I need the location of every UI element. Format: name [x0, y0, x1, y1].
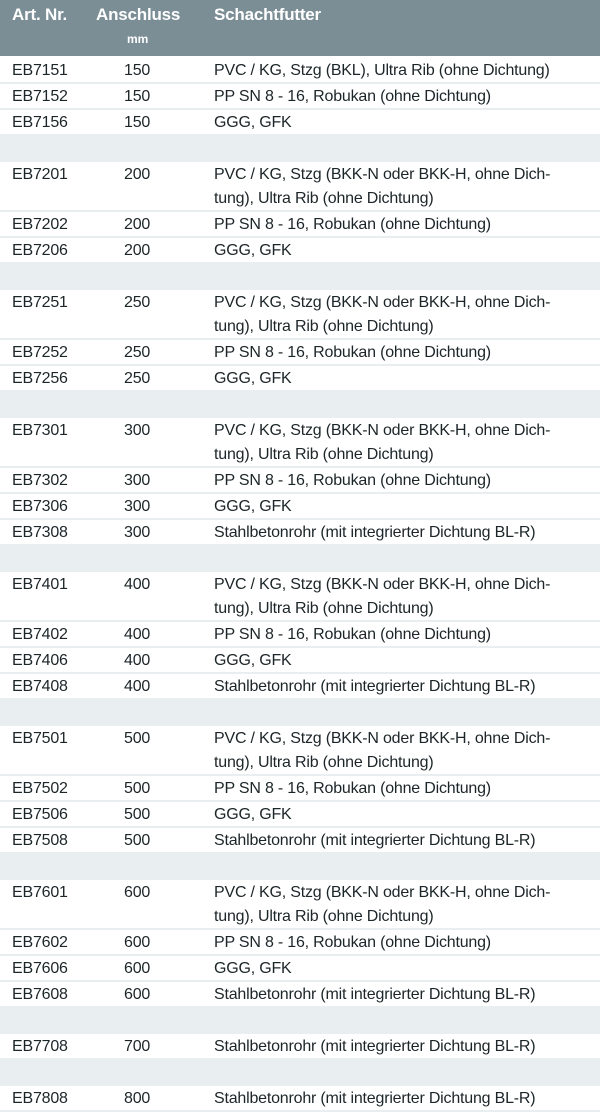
cell-art-nr: EB7508 [12, 832, 68, 849]
cell-schachtfutter: PVC / KG, Stzg (BKL), Ultra Rib (ohne Dichtung) [214, 62, 550, 79]
cell-anschluss: 500 [124, 730, 151, 747]
table-row [0, 84, 600, 110]
table-row [0, 982, 600, 1008]
cell-anschluss: 300 [124, 498, 151, 515]
cell-anschluss: 300 [124, 472, 151, 489]
cell-anschluss: 150 [124, 114, 151, 131]
cell-art-nr: EB7808 [12, 1090, 68, 1107]
cell-art-nr: EB7202 [12, 216, 68, 233]
table-row [0, 58, 600, 84]
table-row [0, 828, 600, 854]
cell-art-nr: EB7606 [12, 960, 68, 977]
cell-schachtfutter: GGG, GFK [214, 370, 292, 387]
cell-schachtfutter: PP SN 8 - 16, Robukan (ohne Dichtung) [214, 934, 491, 951]
cell-schachtfutter: PP SN 8 - 16, Robukan (ohne Dichtung) [214, 626, 491, 643]
cell-art-nr: EB7201 [12, 166, 68, 183]
group-spacer [0, 546, 600, 572]
cell-anschluss: 250 [124, 344, 151, 361]
cell-anschluss: 600 [124, 986, 151, 1003]
cell-schachtfutter: Stahlbetonrohr (mit integrierter Dichtung BL-R) [214, 678, 536, 695]
group-spacer [0, 700, 600, 726]
table-row [0, 622, 600, 648]
cell-anschluss: 150 [124, 62, 151, 79]
cell-schachtfutter: Stahlbetonrohr (mit integrierter Dichtung BL-R) [214, 1038, 536, 1055]
cell-art-nr: EB7156 [12, 114, 68, 131]
cell-schachtfutter: PP SN 8 - 16, Robukan (ohne Dichtung) [214, 780, 491, 797]
cell-schachtfutter: PVC / KG, Stzg (BKK-N oder BKK-H, ohne Dich- tung), Ultra Rib (ohne Dichtung) [214, 884, 551, 925]
cell-art-nr: EB7252 [12, 344, 68, 361]
cell-anschluss: 200 [124, 166, 151, 183]
cell-art-nr: EB7151 [12, 62, 68, 79]
table-row [0, 238, 600, 264]
cell-anschluss: 300 [124, 422, 151, 439]
cell-art-nr: EB7408 [12, 678, 68, 695]
table-row [0, 110, 600, 136]
cell-art-nr: EB7402 [12, 626, 68, 643]
group-spacer [0, 264, 600, 290]
cell-schachtfutter: Stahlbetonrohr (mit integrierter Dichtung BL-R) [214, 1090, 536, 1107]
table-row [0, 212, 600, 238]
table-row [0, 290, 600, 340]
table-row [0, 494, 600, 520]
cell-art-nr: EB7406 [12, 652, 68, 669]
cell-art-nr: EB7206 [12, 242, 68, 259]
cell-anschluss: 250 [124, 294, 151, 311]
table-row [0, 1086, 600, 1112]
cell-art-nr: EB7602 [12, 934, 68, 951]
cell-anschluss: 300 [124, 524, 151, 541]
table-row [0, 726, 600, 776]
cell-art-nr: EB7601 [12, 884, 68, 901]
table-row [0, 956, 600, 982]
header-schachtfutter: Schachtfutter [214, 5, 321, 24]
cell-schachtfutter: PVC / KG, Stzg (BKK-N oder BKK-H, ohne Dich- tung), Ultra Rib (ohne Dichtung) [214, 730, 551, 771]
table-row [0, 648, 600, 674]
cell-art-nr: EB7308 [12, 524, 68, 541]
cell-anschluss: 400 [124, 626, 151, 643]
cell-schachtfutter: PVC / KG, Stzg (BKK-N oder BKK-H, ohne Dich- tung), Ultra Rib (ohne Dichtung) [214, 576, 551, 617]
cell-art-nr: EB7506 [12, 806, 68, 823]
cell-schachtfutter: PVC / KG, Stzg (BKK-N oder BKK-H, ohne Dich- tung), Ultra Rib (ohne Dichtung) [214, 294, 551, 335]
table-row [0, 418, 600, 468]
cell-schachtfutter: Stahlbetonrohr (mit integrierter Dichtung BL-R) [214, 524, 536, 541]
cell-anschluss: 400 [124, 652, 151, 669]
cell-art-nr: EB7301 [12, 422, 68, 439]
cell-schachtfutter: GGG, GFK [214, 652, 292, 669]
table-row [0, 1034, 600, 1060]
cell-art-nr: EB7152 [12, 88, 68, 105]
cell-anschluss: 400 [124, 576, 151, 593]
cell-anschluss: 250 [124, 370, 151, 387]
cell-art-nr: EB7256 [12, 370, 68, 387]
cell-schachtfutter: GGG, GFK [214, 960, 292, 977]
cell-schachtfutter: GGG, GFK [214, 242, 292, 259]
table-row [0, 366, 600, 392]
cell-schachtfutter: Stahlbetonrohr (mit integrierter Dichtung BL-R) [214, 986, 536, 1003]
cell-art-nr: EB7251 [12, 294, 68, 311]
group-spacer [0, 392, 600, 418]
cell-anschluss: 400 [124, 678, 151, 695]
table-body [0, 58, 600, 1112]
group-spacer [0, 1060, 600, 1086]
table-header [0, 0, 600, 58]
cell-schachtfutter: GGG, GFK [214, 806, 292, 823]
group-spacer [0, 1008, 600, 1034]
cell-anschluss: 500 [124, 780, 151, 797]
cell-anschluss: 700 [124, 1038, 151, 1055]
cell-schachtfutter: PP SN 8 - 16, Robukan (ohne Dichtung) [214, 88, 491, 105]
cell-anschluss: 200 [124, 242, 151, 259]
header-art-nr: Art. Nr. [12, 5, 68, 24]
cell-anschluss: 150 [124, 88, 151, 105]
cell-art-nr: EB7302 [12, 472, 68, 489]
header-anschluss: Anschluss [96, 5, 181, 24]
table-row [0, 520, 600, 546]
cell-anschluss: 600 [124, 934, 151, 951]
cell-anschluss: 500 [124, 832, 151, 849]
cell-anschluss: 600 [124, 884, 151, 901]
cell-art-nr: EB7708 [12, 1038, 68, 1055]
cell-art-nr: EB7306 [12, 498, 68, 515]
cell-art-nr: EB7401 [12, 576, 68, 593]
cell-anschluss: 500 [124, 806, 151, 823]
table-row [0, 776, 600, 802]
cell-schachtfutter: PVC / KG, Stzg (BKK-N oder BKK-H, ohne Dich- tung), Ultra Rib (ohne Dichtung) [214, 422, 551, 463]
cell-schachtfutter: GGG, GFK [214, 114, 292, 131]
group-spacer [0, 136, 600, 162]
cell-schachtfutter: PVC / KG, Stzg (BKK-N oder BKK-H, ohne Dich- tung), Ultra Rib (ohne Dichtung) [214, 166, 551, 207]
header-unit: mm [127, 32, 149, 46]
table-row [0, 340, 600, 366]
cell-schachtfutter: PP SN 8 - 16, Robukan (ohne Dichtung) [214, 216, 491, 233]
cell-art-nr: EB7501 [12, 730, 68, 747]
cell-schachtfutter: PP SN 8 - 16, Robukan (ohne Dichtung) [214, 472, 491, 489]
table-row [0, 880, 600, 930]
cell-schachtfutter: GGG, GFK [214, 498, 292, 515]
table-row [0, 162, 600, 212]
cell-schachtfutter: PP SN 8 - 16, Robukan (ohne Dichtung) [214, 344, 491, 361]
group-spacer [0, 854, 600, 880]
table-row [0, 802, 600, 828]
table-row [0, 674, 600, 700]
cell-art-nr: EB7502 [12, 780, 68, 797]
cell-schachtfutter: Stahlbetonrohr (mit integrierter Dichtung BL-R) [214, 832, 536, 849]
cell-anschluss: 800 [124, 1090, 151, 1107]
cell-anschluss: 600 [124, 960, 151, 977]
table-row [0, 468, 600, 494]
table-row [0, 572, 600, 622]
table-row [0, 930, 600, 956]
cell-art-nr: EB7608 [12, 986, 68, 1003]
cell-anschluss: 200 [124, 216, 151, 233]
